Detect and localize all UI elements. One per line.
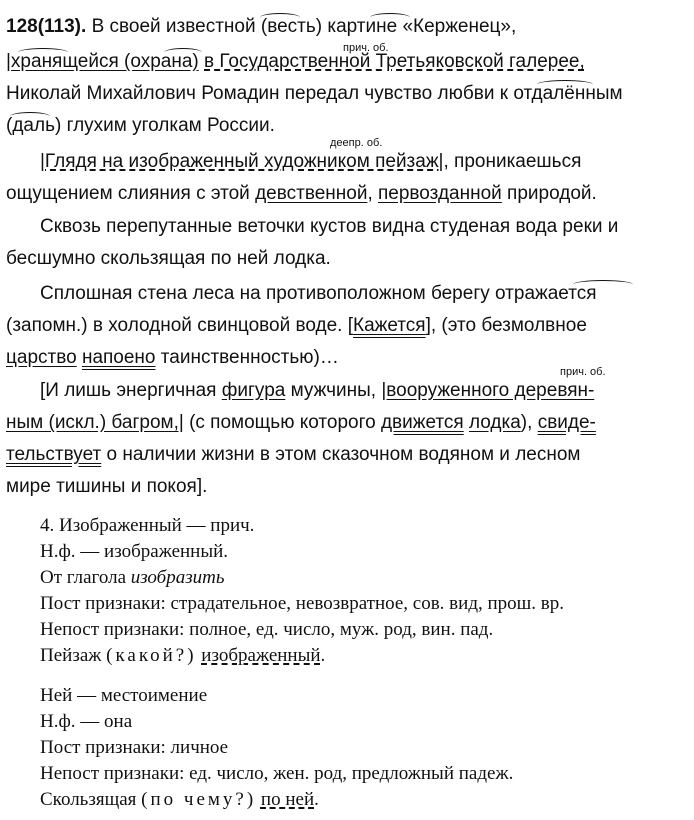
paragraph-2-text: ощущением слияния с этой <box>6 183 256 204</box>
root-arc-mark <box>164 48 202 57</box>
paragraph-1-line-3: Николай Михайлович Ромадин передал чувство любви к отдалённым <box>6 83 623 104</box>
analysis-2-line-1: Ней — местоимение <box>40 685 208 706</box>
exercise-number: 128(113). <box>6 16 87 37</box>
paragraph-1-text: В своей известной (весть) картине «Керженец», <box>91 16 517 37</box>
analysis-2-line-2: Н.ф. — она <box>40 711 133 732</box>
paragraph-4-text: ], (это безмолвное <box>425 315 587 336</box>
predicate-svidetelstvuet: свиде- <box>537 412 596 433</box>
analysis-2-line-3: Пост признаки: личное <box>40 737 229 758</box>
root-arc-mark <box>537 80 593 89</box>
paragraph-3-line-2: бесшумно скользящая по ней лодка. <box>6 248 331 269</box>
root-arc-mark <box>260 13 300 22</box>
paragraph-5-text: (с помощью которого <box>183 412 381 433</box>
paragraph-4-line-2 <box>6 313 587 338</box>
paragraph-5-text: [И лишь энергичная <box>40 380 222 401</box>
subject-figura: фигура <box>221 380 286 401</box>
paragraph-2-line-2 <box>6 181 597 206</box>
paragraph-2-text: природой. <box>501 183 597 204</box>
predicate-svidetelstvuet-end: тельствует <box>6 444 102 465</box>
analysis-1-line-5: Непост признаки: полное, ед. число, муж. род, вин. пад. <box>40 619 494 640</box>
annotation-adj-participle-1: прич. об. <box>343 42 389 54</box>
paragraph-1-line-2 <box>6 49 585 74</box>
analysis-1-line-6 <box>40 643 325 668</box>
question-po-chemu: (по чему?) <box>141 789 257 810</box>
participle-phrase-2-end: ным (искл.) багром,| <box>6 412 184 433</box>
analysis-text: От глагола <box>40 567 131 588</box>
subject-lodka: лодка <box>468 412 521 433</box>
word-pervozdannoy: первозданной <box>378 183 502 204</box>
predicate-dvizhetsya: движется <box>380 412 464 433</box>
analysis-2-line-4: Непост признаки: ед. число, жен. род, предложный падеж. <box>40 763 514 784</box>
word-izobrazhenny: изображенный <box>201 645 321 666</box>
analysis-1-line-3 <box>40 565 225 590</box>
analysis-1-line-2: Н.ф. — изображенный. <box>40 541 229 562</box>
adverbial-participle-phrase: |Глядя на изображенный художником пейзаж| <box>40 151 444 172</box>
paragraph-5-text: о наличии жизни в этом сказочном водяном и лесном <box>101 444 581 465</box>
root-arc-mark <box>18 48 68 57</box>
paragraph-2-text: , проникаешься <box>443 151 582 172</box>
paragraph-5-text: ), <box>520 412 538 433</box>
participle-phrase-1: |хранящейся (охрана) <box>6 51 199 72</box>
paragraph-4-line-1: Сплошная стена леса на противоположном берегу отражается <box>40 283 597 304</box>
period: . <box>320 645 326 666</box>
paragraph-4-line-3 <box>6 345 339 370</box>
paragraph-5-line-2 <box>6 410 596 435</box>
predicate-napoeno: напоено <box>81 347 156 368</box>
paragraph-1-line-4: (даль) глухим уголкам России. <box>6 115 275 136</box>
paragraph-2-line-1 <box>40 149 581 174</box>
period: . <box>314 789 319 810</box>
question-kakoy: (какой?) <box>106 645 197 666</box>
analysis-2-line-5 <box>40 787 319 812</box>
analysis-1-line-4: Пост признаки: страдательное, невозвратное, сов. вид, прош. вр. <box>40 593 565 614</box>
paragraph-3-line-1: Сквозь перепутанные веточки кустов видна студеная вода реки и <box>40 216 619 237</box>
root-arc-mark <box>370 13 410 22</box>
analysis-text: Пейзаж <box>40 645 107 666</box>
paragraph-5-line-4: мире тишины и покоя]. <box>6 476 208 497</box>
word-kazhetsya: Кажется <box>353 315 426 336</box>
verb-izobrazit: изобразить <box>130 567 225 588</box>
subject-tsarstvo: царство <box>6 347 77 368</box>
location-adverbial: в Государственной Третьяковской галерее, <box>204 51 585 72</box>
root-arc-mark <box>573 280 633 289</box>
root-arc-mark <box>10 112 50 121</box>
paragraph-5-line-1 <box>40 378 594 403</box>
paragraph-4-text: (запомн.) в холодной свинцовой воде. [ <box>6 315 353 336</box>
annotation-adverbial-participle: деепр. об. <box>330 137 383 149</box>
paragraph-5-text: мужчины, <box>285 380 382 401</box>
paragraph-4-text: таинственностью)… <box>155 347 339 368</box>
paragraph-5-line-3 <box>6 442 580 467</box>
analysis-text: Скользящая <box>40 789 142 810</box>
participle-phrase-2: |вооруженного деревян- <box>381 380 595 401</box>
annotation-adj-participle-2: прич. об. <box>560 366 606 378</box>
analysis-1-line-1: 4. Изображенный — прич. <box>40 515 255 536</box>
word-po-ney: по ней <box>260 789 315 810</box>
comma: , <box>367 183 378 204</box>
word-devstvennoy: девственной <box>255 183 368 204</box>
